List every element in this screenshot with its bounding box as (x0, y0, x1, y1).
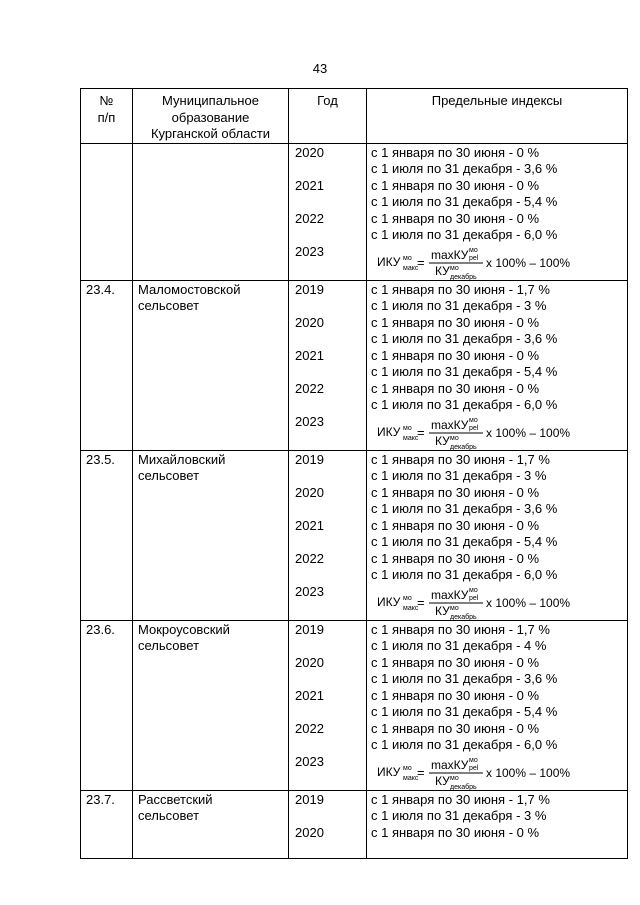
formula-lhs-sub: макс (403, 434, 419, 442)
year-cell (289, 790, 367, 858)
indexes-cell (367, 280, 628, 450)
index-line: с 1 января по 30 июня - 1,7 % (371, 281, 550, 297)
formula-rhs: x 100% – 100% (486, 765, 571, 780)
row-number: 23.5. (86, 451, 115, 467)
index-line: с 1 июля по 31 декабря - 3 % (371, 468, 547, 483)
index-line: с 1 января по 30 июня - 0 % (371, 380, 540, 396)
table-row (81, 450, 628, 620)
year-value: 2020 (295, 314, 324, 330)
index-formula (371, 754, 627, 790)
formula-denominator: КУ (435, 773, 450, 788)
index-line: с 1 января по 30 июня - 0 % (371, 824, 540, 840)
formula-equals: = (417, 594, 425, 610)
year-cell (289, 143, 367, 280)
header-municipality-line: Курганской области (150, 126, 271, 141)
formula-lhs-sup: мо (403, 254, 412, 262)
index-line: с 1 июля по 31 декабря - 5,4 % (371, 364, 558, 379)
formula-lhs: ИКУ (377, 254, 401, 269)
row-number-cell (81, 620, 133, 790)
year-value: 2020 (295, 654, 324, 670)
year-value: 2023 (295, 413, 324, 429)
formula-equals: = (417, 764, 425, 780)
formula-rhs: x 100% – 100% (486, 425, 571, 440)
year-value: 2020 (295, 824, 324, 840)
index-line: с 1 января по 30 июня - 0 % (371, 484, 540, 500)
header-number (81, 89, 133, 144)
index-line: с 1 января по 30 июня - 1,7 % (371, 791, 550, 807)
header-indexes-label: Предельные индексы (431, 93, 563, 108)
row-number: 23.7. (86, 791, 115, 807)
formula-denominator: КУ (435, 263, 450, 278)
header-year-label: Год (317, 93, 338, 108)
indexes-cell (367, 143, 628, 280)
year-value: 2021 (295, 517, 324, 533)
formula-lhs-sup: мо (403, 594, 412, 602)
year-value: 2019 (295, 621, 324, 637)
row-number-cell (81, 790, 133, 858)
formula-equals: = (417, 424, 425, 440)
formula-denominator-sub: декабрь (450, 613, 477, 620)
index-line: с 1 января по 30 июня - 1,7 % (371, 621, 550, 637)
header-number-line: п/п (97, 109, 116, 125)
year-cell (289, 450, 367, 620)
row-number-cell (81, 143, 133, 280)
formula-denominator-sub: декабрь (450, 273, 477, 280)
formula-denominator: КУ (435, 433, 450, 448)
index-line: с 1 января по 30 июня - 0 % (371, 687, 540, 703)
formula-rhs: x 100% – 100% (486, 595, 571, 610)
index-line: с 1 июля по 31 декабря - 3 % (371, 808, 547, 823)
formula-numerator-sub: реl (469, 594, 479, 602)
index-line: с 1 января по 30 июня - 0 % (371, 550, 540, 566)
formula-denominator-sup: мо (450, 774, 459, 782)
year-value: 2023 (295, 583, 324, 599)
index-line: с 1 января по 30 июня - 1,7 % (371, 451, 550, 467)
index-line: с 1 июля по 31 декабря - 3,6 % (371, 331, 558, 346)
row-number-cell (81, 450, 133, 620)
year-value: 2022 (295, 380, 324, 396)
header-indexes (367, 89, 628, 144)
index-line: с 1 июля по 31 декабря - 6,0 % (371, 227, 558, 242)
municipality-name-line: сельсовет (138, 808, 200, 823)
table-row (81, 790, 628, 858)
formula-lhs: ИКУ (377, 764, 401, 779)
municipality-name-line: Мокроусовский (138, 621, 230, 637)
index-line: с 1 января по 30 июня - 0 % (371, 314, 540, 330)
municipality-name-line: Маломостовской (138, 281, 241, 297)
formula-numerator-sub: реl (469, 764, 479, 772)
header-number-line: № (99, 93, 114, 108)
formula-lhs-sub: макс (403, 774, 419, 782)
header-municipality-line: Муниципальное (162, 93, 259, 108)
year-value: 2020 (295, 144, 324, 160)
index-formula (371, 414, 627, 450)
formula-denominator-sub: декабрь (450, 783, 477, 790)
municipality-cell (133, 450, 289, 620)
index-line: с 1 января по 30 июня - 0 % (371, 720, 540, 736)
year-value: 2022 (295, 210, 324, 226)
formula-numerator: maxКУ (431, 587, 469, 602)
limit-indexes-table (80, 88, 628, 859)
page-number: 43 (312, 61, 328, 76)
municipality-cell (133, 790, 289, 858)
formula-denominator-sub: декабрь (450, 443, 477, 450)
municipality-name-line: сельсовет (138, 298, 200, 313)
row-number-cell (81, 280, 133, 450)
index-line: с 1 января по 30 июня - 0 % (371, 654, 540, 670)
year-value: 2019 (295, 451, 324, 467)
row-number: 23.4. (86, 281, 115, 297)
table-row (81, 620, 628, 790)
formula-lhs: ИКУ (377, 594, 401, 609)
formula-equals: = (417, 254, 425, 270)
year-value: 2022 (295, 720, 324, 736)
year-value: 2021 (295, 687, 324, 703)
index-line: с 1 июля по 31 декабря - 4 % (371, 638, 547, 653)
index-line: с 1 января по 30 июня - 0 % (371, 210, 540, 226)
index-line: с 1 июля по 31 декабря - 6,0 % (371, 567, 558, 582)
formula-lhs-sup: мо (403, 424, 412, 432)
municipality-name-line: Рассветский (138, 791, 213, 807)
formula-denominator-sup: мо (450, 264, 459, 272)
index-formula (371, 244, 627, 280)
index-line: с 1 июля по 31 декабря - 3 % (371, 298, 547, 313)
municipality-cell (133, 143, 289, 280)
formula-denominator-sup: мо (450, 434, 459, 442)
year-value: 2023 (295, 753, 324, 769)
formula-numerator: maxКУ (431, 417, 469, 432)
formula-lhs-sub: макс (403, 264, 419, 272)
formula-denominator-sup: мо (450, 604, 459, 612)
index-line: с 1 июля по 31 декабря - 5,4 % (371, 534, 558, 549)
year-value: 2020 (295, 484, 324, 500)
formula-numerator-sup: мо (469, 756, 478, 764)
municipality-name-line: сельсовет (138, 638, 200, 653)
municipality-name-line: Михайловский (138, 451, 226, 467)
year-value: 2021 (295, 347, 324, 363)
formula-numerator-sup: мо (469, 246, 478, 254)
formula-numerator-sup: мо (469, 416, 478, 424)
formula-denominator: КУ (435, 603, 450, 618)
formula-numerator-sub: реl (469, 254, 479, 262)
formula-lhs-sub: макс (403, 604, 419, 612)
municipality-cell (133, 280, 289, 450)
formula-numerator-sub: реl (469, 424, 479, 432)
formula-rhs: x 100% – 100% (486, 255, 571, 270)
year-value: 2023 (295, 243, 324, 259)
table-row (81, 280, 628, 450)
index-line: с 1 июля по 31 декабря - 3,6 % (371, 161, 558, 176)
header-municipality (133, 89, 289, 144)
index-line: с 1 июля по 31 декабря - 6,0 % (371, 397, 558, 412)
index-line: с 1 января по 30 июня - 0 % (371, 517, 540, 533)
table-row (81, 143, 628, 280)
year-value: 2021 (295, 177, 324, 193)
year-value: 2022 (295, 550, 324, 566)
year-value: 2019 (295, 281, 324, 297)
index-line: с 1 июля по 31 декабря - 5,4 % (371, 194, 558, 209)
municipality-name-line: сельсовет (138, 468, 200, 483)
index-line: с 1 июля по 31 декабря - 5,4 % (371, 704, 558, 719)
indexes-cell (367, 790, 628, 858)
year-cell (289, 620, 367, 790)
index-line: с 1 июля по 31 декабря - 6,0 % (371, 737, 558, 752)
formula-lhs: ИКУ (377, 424, 401, 439)
formula-numerator-sup: мо (469, 586, 478, 594)
index-line: с 1 января по 30 июня - 0 % (371, 144, 540, 160)
index-formula (371, 584, 627, 620)
year-value: 2019 (295, 791, 324, 807)
index-line: с 1 января по 30 июня - 0 % (371, 347, 540, 363)
municipality-cell (133, 620, 289, 790)
table-header-row (81, 89, 628, 144)
indexes-cell (367, 620, 628, 790)
row-number: 23.6. (86, 621, 115, 637)
formula-lhs-sup: мо (403, 764, 412, 772)
formula-numerator: maxКУ (431, 757, 469, 772)
index-line: с 1 января по 30 июня - 0 % (371, 177, 540, 193)
formula-numerator: maxКУ (431, 247, 469, 262)
header-municipality-line: образование (171, 109, 250, 125)
year-cell (289, 280, 367, 450)
index-line: с 1 июля по 31 декабря - 3,6 % (371, 501, 558, 516)
indexes-cell (367, 450, 628, 620)
index-line: с 1 июля по 31 декабря - 3,6 % (371, 671, 558, 686)
header-year (289, 89, 367, 144)
